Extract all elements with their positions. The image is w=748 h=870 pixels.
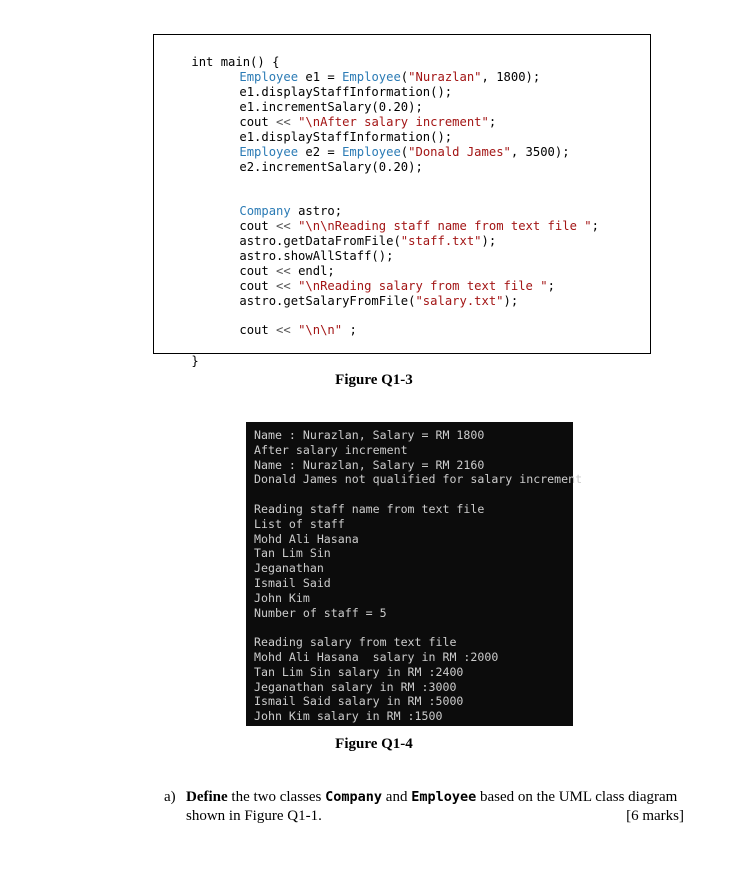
code-line: astro.showAllStaff(); [239, 249, 394, 263]
code-line: cout << "\nAfter salary increment"; [239, 115, 497, 129]
console-line: Reading salary from text file [254, 635, 457, 650]
console-line: Number of staff = 5 [254, 605, 387, 620]
code-line: cout << "\nReading salary from text file "; [239, 279, 555, 293]
console-line: Tan Lim Sin salary in RM :2400 [254, 664, 464, 679]
question-label: a) [164, 789, 176, 805]
code-line: Employee e1 = Employee("Nurazlan", 1800); [239, 70, 541, 84]
console-line: John Kim [254, 590, 310, 605]
console-line: List of staff [254, 516, 345, 531]
code-figure [153, 34, 651, 368]
console-output [246, 422, 583, 726]
code-line: astro.getSalaryFromFile("salary.txt"); [239, 294, 519, 308]
code-line: cout << "\n\nReading staff name from text file "; [239, 219, 599, 233]
code-line: e1.incrementSalary(0.20); [239, 100, 423, 114]
code-line: Company astro; [239, 204, 343, 218]
console-line: Ismail Said [254, 576, 331, 590]
console-line: John Kim salary in RM :1500 [254, 709, 443, 724]
console-line: After salary increment [254, 442, 408, 457]
code-line: e1.displayStaffInformation(); [239, 85, 453, 99]
figure-caption-q1-4: Figure Q1-4 [335, 736, 413, 752]
figure-caption-q1-3: Figure Q1-3 [335, 372, 413, 388]
console-line: Tan Lim Sin [254, 546, 331, 561]
code-line: } [191, 354, 199, 368]
console-line: Name : Nurazlan, Salary = RM 2160 [254, 457, 485, 472]
console-line: Jeganathan salary in RM :3000 [254, 679, 457, 694]
console-line: Mohd Ali Hasana [254, 531, 359, 546]
code-line: Employee e2 = Employee("Donald James", 3500); [239, 145, 570, 159]
console-line: Ismail Said salary in RM :5000 [254, 694, 464, 709]
question-text: Define the two classes Company and Employee based on the UML class diagram shown in Figure Q1-1. [186, 789, 678, 824]
code-line: int main() { [191, 55, 280, 69]
console-line: Jeganathan [254, 561, 324, 576]
console-line: Reading staff name from text file [254, 502, 485, 516]
console-line: Donald James not qualified for salary increment [254, 472, 583, 487]
code-line: e1.displayStaffInformation(); [239, 130, 453, 144]
code-line: e2.incrementSalary(0.20); [239, 160, 423, 174]
code-line: cout << "\n\n" ; [239, 323, 357, 337]
code-line: cout << endl; [239, 264, 335, 278]
code-line: astro.getDataFromFile("staff.txt"); [239, 234, 497, 248]
console-line: Mohd Ali Hasana salary in RM :2000 [254, 650, 499, 664]
console-line: Name : Nurazlan, Salary = RM 1800 [254, 428, 485, 442]
question-marks: [6 marks] [626, 808, 684, 824]
